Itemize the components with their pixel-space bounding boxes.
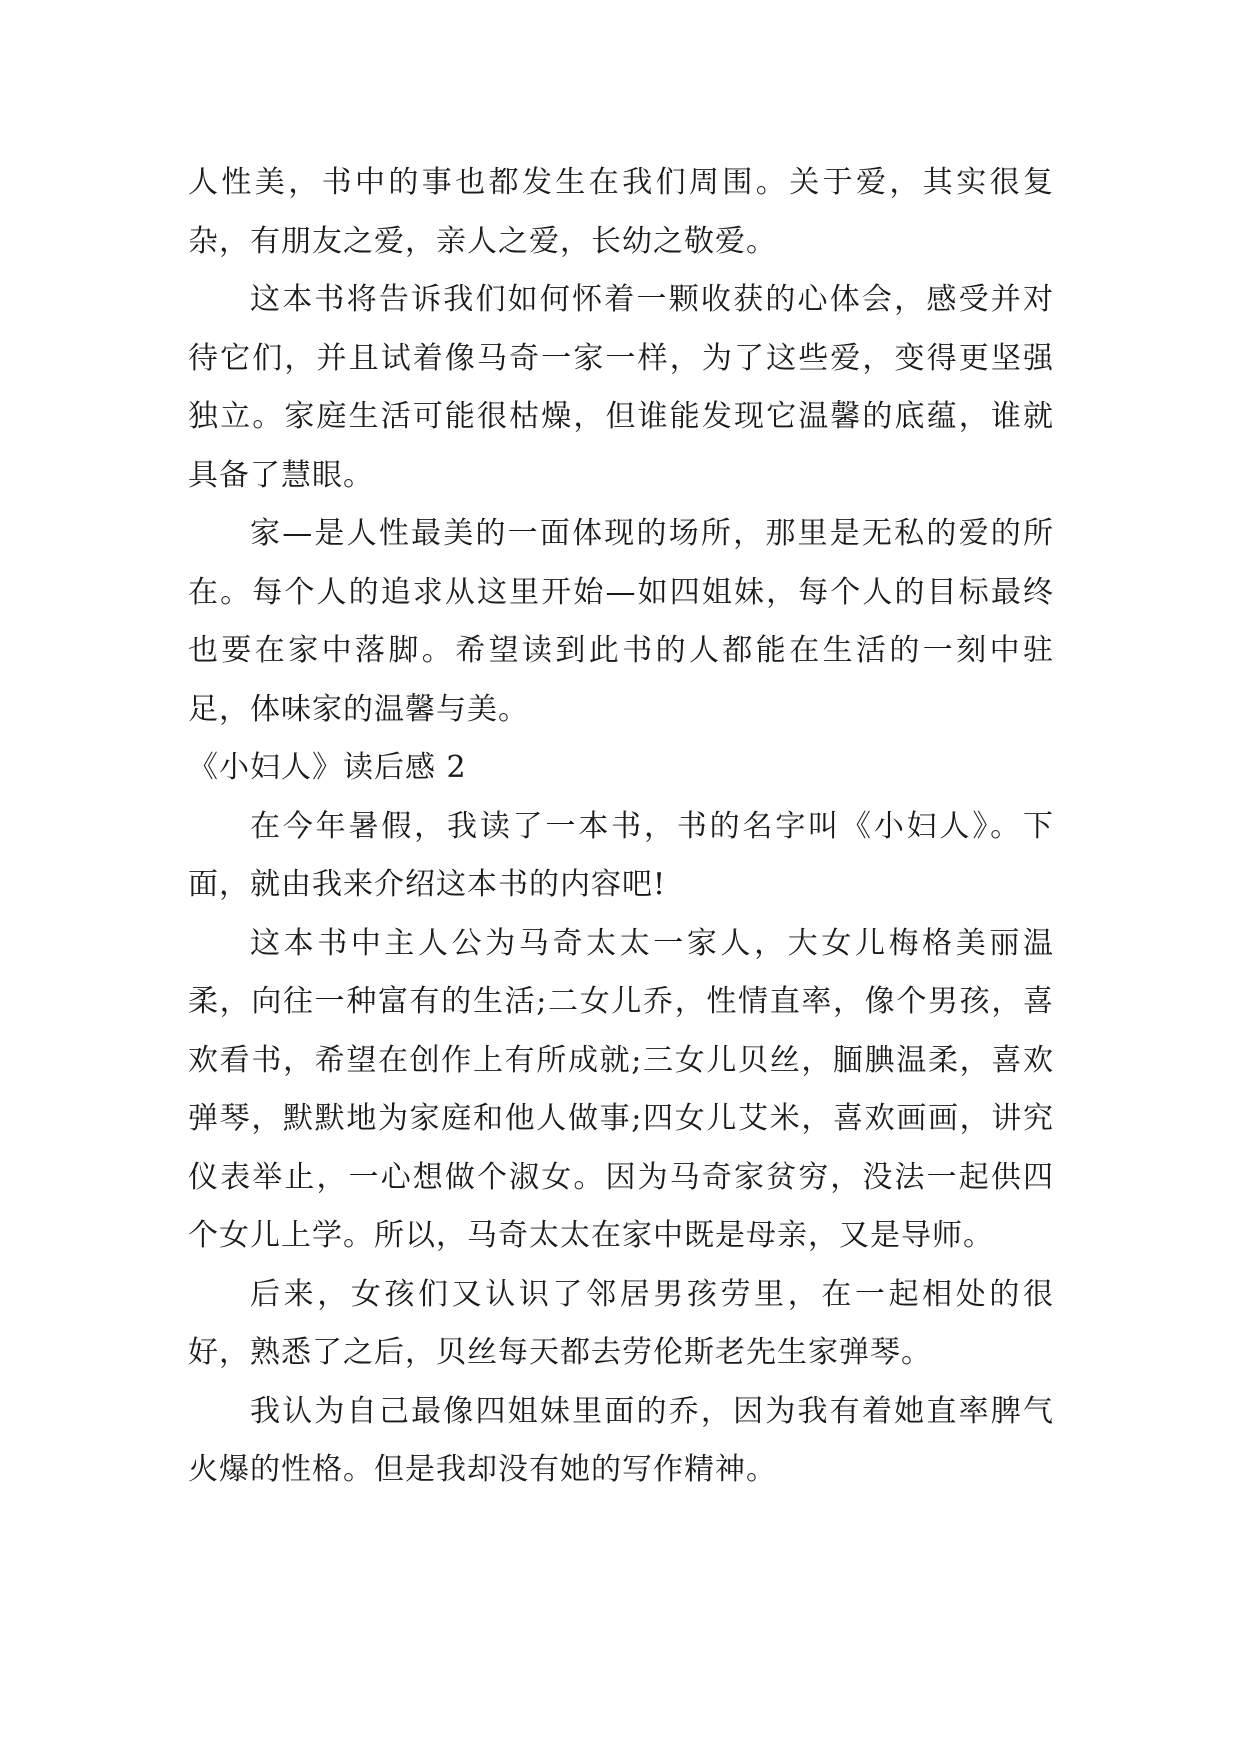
paragraph-continued: 人性美，书中的事也都发生在我们周围。关于爱，其实很复杂，有朋友之爱，亲人之爱，长幼之敬爱。	[188, 165, 1054, 259]
paragraph: 在今年暑假，我读了一本书，书的名字叫《小妇人》。下面，就由我来介绍这本书的内容吧!	[188, 808, 1054, 902]
paragraph: 后来，女孩们又认识了邻居男孩劳里，在一起相处的很好，熟悉了之后，贝丝每天都去劳伦斯老先生家弹琴。	[188, 1276, 1054, 1370]
paragraph: 这本书中主人公为马奇太太一家人，大女儿梅格美丽温柔，向往一种富有的生活;二女儿乔，性情直率，像个男孩，喜欢看书，希望在创作上有所成就;三女儿贝丝，腼腆温柔，喜欢弹琴，默默地为家庭和他人做事;四女儿艾米，喜欢画画，讲究仪表举止，一心想做个淑女。因为马奇家贫穷，没法一起供四个女儿上学。所以，马奇太太在家中既是母亲，又是导师。	[188, 925, 1054, 1253]
paragraph: 这本书将告诉我们如何怀着一颗收获的心体会，感受并对待它们，并且试着像马奇一家一样，为了这些爱，变得更坚强独立。家庭生活可能很枯燥，但谁能发现它温馨的底蕴，谁就具备了慧眼。	[188, 282, 1054, 493]
paragraph: 我认为自己最像四姐妹里面的乔，因为我有着她直率脾气火爆的性格。但是我却没有她的写作精神。	[188, 1393, 1054, 1487]
section-heading: 《小妇人》读后感 2	[188, 750, 467, 785]
document-body	[188, 154, 1054, 1500]
paragraph: 家—是人性最美的一面体现的场所，那里是无私的爱的所在。每个人的追求从这里开始—如四姐妹，每个人的目标最终也要在家中落脚。希望读到此书的人都能在生活的一刻中驻足，体味家的温馨与美。	[188, 516, 1054, 727]
